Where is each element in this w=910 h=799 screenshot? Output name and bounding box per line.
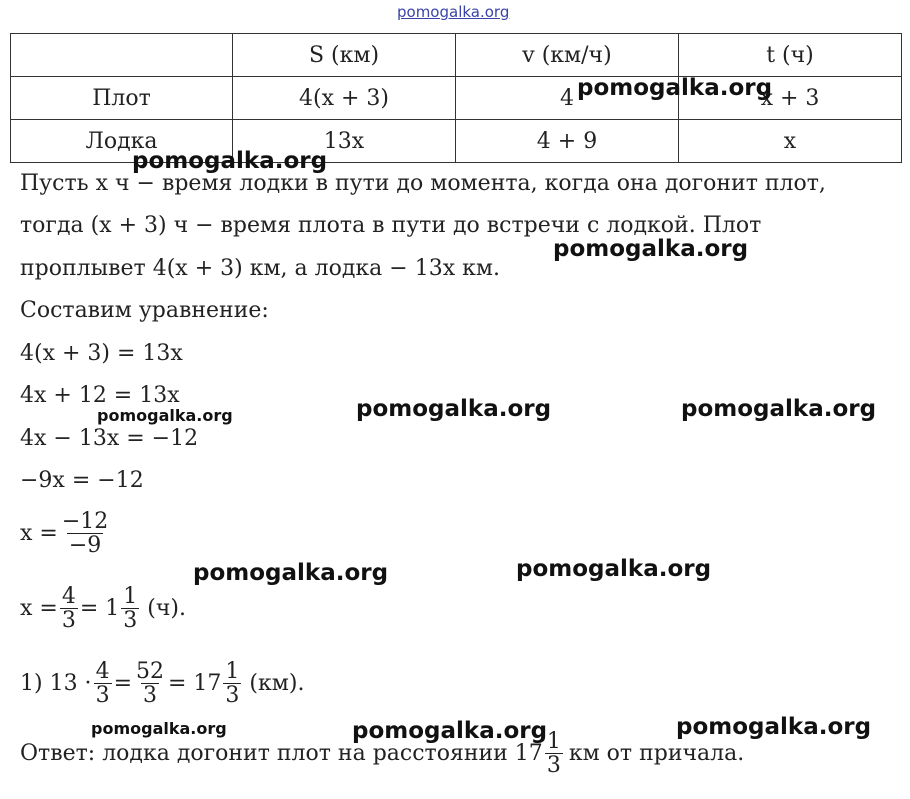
- fraction-numerator: −12: [61, 509, 109, 534]
- watermark: pomogalka.org: [676, 714, 872, 740]
- fraction-numerator: 4: [95, 659, 110, 684]
- equation-fraction-line: [20, 660, 304, 707]
- watermark: pomogalka.org: [356, 396, 552, 422]
- equation-line: 4x + 12 = 13x: [20, 383, 180, 408]
- table-cell: x: [679, 120, 902, 163]
- fraction-denominator: 3: [123, 608, 138, 634]
- fraction-numerator: 1: [123, 584, 138, 609]
- table-header-cell: t (ч): [679, 34, 902, 77]
- fraction-numerator: 1: [225, 659, 240, 684]
- fraction: [60, 585, 78, 632]
- watermark: pomogalka.org: [352, 718, 548, 744]
- watermark-top[interactable]: pomogalka.org: [397, 3, 510, 21]
- equation-line: 4(x + 3) = 13x: [20, 341, 183, 366]
- table-cell: 13x: [233, 120, 456, 163]
- equation-lhs: x =: [20, 595, 58, 621]
- watermark: pomogalka.org: [97, 406, 233, 425]
- table-header-cell: S (км): [233, 34, 456, 77]
- equation-lhs: 1) 13 ·: [20, 670, 92, 696]
- solution-line: Пусть x ч − время лодки в пути до момента, когда она догонит плот,: [20, 171, 826, 196]
- table-cell: 4 + 9: [456, 120, 679, 163]
- equation-lhs: x =: [20, 520, 58, 546]
- table-cell: x + 3: [679, 77, 902, 120]
- table-header-cell: [11, 34, 233, 77]
- equation-middle: = 17: [168, 670, 222, 696]
- equals-sign: =: [113, 670, 132, 696]
- watermark: pomogalka.org: [681, 396, 877, 422]
- fraction-denominator: 3: [225, 683, 240, 709]
- equation-fraction-line: [20, 585, 186, 632]
- watermark: pomogalka.org: [91, 719, 227, 738]
- equation-line: 4x − 13x = −12: [20, 426, 199, 451]
- fraction-denominator: 3: [95, 683, 110, 709]
- equation-line: −9x = −12: [20, 468, 144, 493]
- fraction-denominator: 3: [61, 608, 76, 634]
- table-cell: Плот: [11, 77, 233, 120]
- watermark: pomogalka.org: [516, 556, 712, 582]
- fraction: [545, 730, 563, 777]
- fraction-numerator: 4: [61, 584, 76, 609]
- equation-middle: = 1: [79, 595, 120, 621]
- table-cell: 4(x + 3): [233, 77, 456, 120]
- table-cell: 4: [456, 77, 679, 120]
- fraction: [134, 660, 166, 707]
- table-cell: Лодка: [11, 120, 233, 163]
- fraction-denominator: 3: [143, 683, 157, 709]
- watermark: pomogalka.org: [553, 236, 749, 262]
- fraction-numerator: 1: [546, 729, 561, 754]
- watermark: pomogalka.org: [577, 75, 773, 101]
- table-header-row: [11, 34, 902, 77]
- equation-fraction-line: [20, 510, 112, 557]
- fraction-numerator: 52: [136, 659, 164, 684]
- equation-tail: (ч).: [147, 595, 186, 621]
- fraction: [121, 585, 139, 632]
- answer-tail: км от причала.: [568, 740, 745, 766]
- fraction-denominator: −9: [68, 533, 102, 559]
- table-header-cell: v (км/ч): [456, 34, 679, 77]
- watermark: pomogalka.org: [132, 148, 328, 174]
- fraction-denominator: 3: [546, 753, 561, 779]
- fraction: [60, 510, 110, 557]
- fraction: [223, 660, 241, 707]
- solution-line: тогда (x + 3) ч − время плота в пути до встречи с лодкой. Плот: [20, 213, 762, 238]
- answer-text: Ответ: лодка догонит плот на расстоянии 17: [20, 740, 543, 766]
- watermark: pomogalka.org: [193, 560, 389, 586]
- solution-line: проплывет 4(x + 3) км, а лодка − 13x км.: [20, 256, 500, 281]
- equation-tail: (км).: [249, 670, 305, 696]
- fraction: [94, 660, 112, 707]
- solution-line: Составим уравнение:: [20, 298, 269, 323]
